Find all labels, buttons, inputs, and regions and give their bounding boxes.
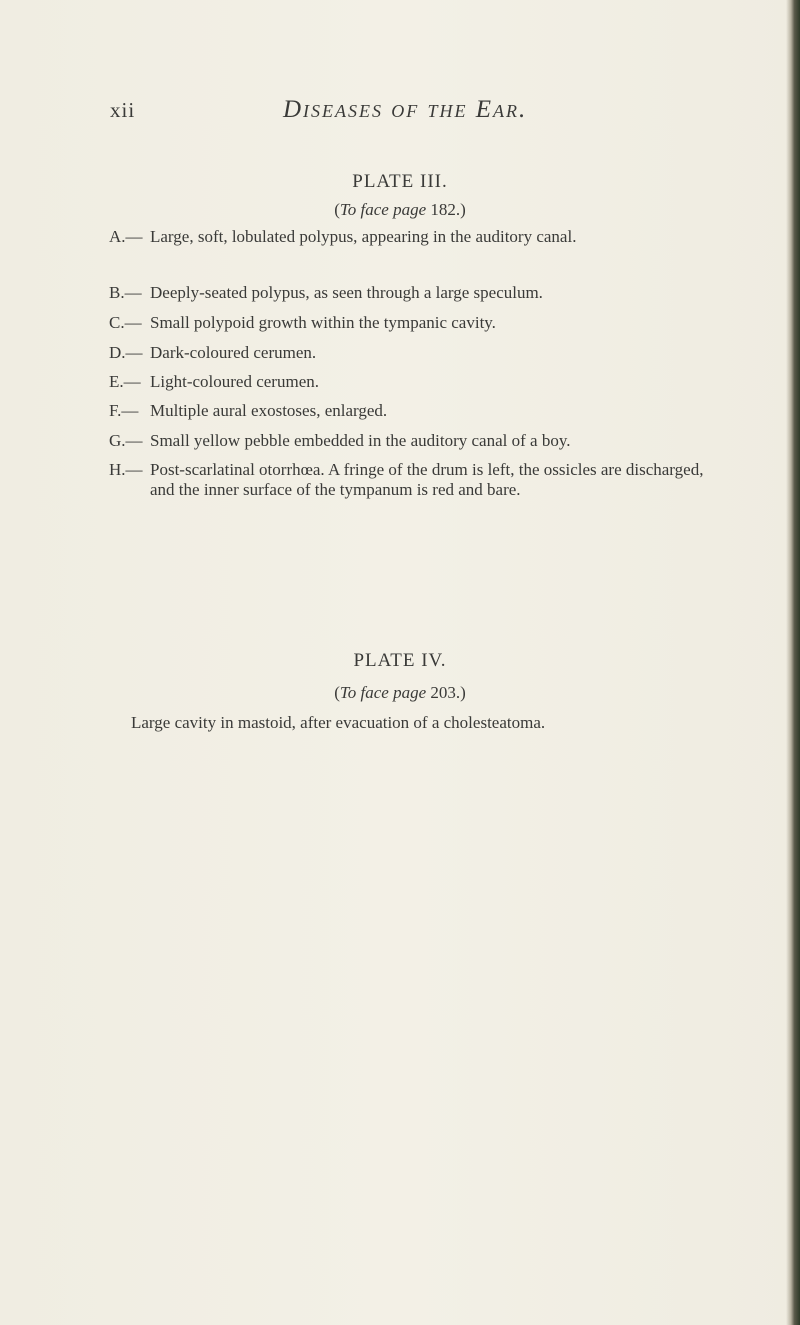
entry-letter: A.—	[109, 227, 143, 246]
entry-text: Post-scarlatinal otorrhœa. A fringe of the drum is left, the ossicles are discharged, and the inner surface of the tympanum is red and bare.	[150, 460, 704, 499]
entry-text: Dark-coloured cerumen.	[150, 343, 317, 362]
entry-text: Small yellow pebble embedded in the auditory canal of a boy.	[150, 431, 571, 450]
entry-text: Small polypoid growth within the tympanic cavity.	[150, 313, 496, 332]
entry-text: Multiple aural exostoses, enlarged.	[150, 401, 388, 420]
entry-letter: H.—	[109, 460, 143, 479]
entry-letter: F.—	[109, 401, 139, 420]
running-head: Diseases of the Ear.	[283, 96, 528, 123]
entry-text: Deeply-seated polypus, as seen through a large speculum.	[150, 283, 543, 302]
entry-text: Light-coloured cerumen.	[150, 372, 319, 391]
plate-iv-subtitle: (To face page 203.)	[334, 683, 466, 702]
plate-iii-subtitle: (To face page 182.)	[334, 200, 466, 219]
plate-iv-title: PLATE IV.	[353, 650, 447, 671]
entry-letter: C.—	[109, 313, 142, 332]
entry-letter: D.—	[109, 343, 143, 362]
entry-letter: G.—	[109, 431, 143, 450]
entry-text: Large, soft, lobulated polypus, appearing in the auditory canal.	[150, 227, 577, 246]
plate-iii-title: PLATE III.	[352, 171, 448, 192]
entry-letter: B.—	[109, 283, 142, 302]
page-number: xii	[110, 98, 136, 122]
page-edge-shadow	[786, 0, 800, 1325]
entry-letter: E.—	[109, 372, 141, 391]
page-header	[0, 96, 800, 136]
plate-iv-description: Large cavity in mastoid, after evacuation of a cholesteatoma.	[131, 713, 546, 732]
